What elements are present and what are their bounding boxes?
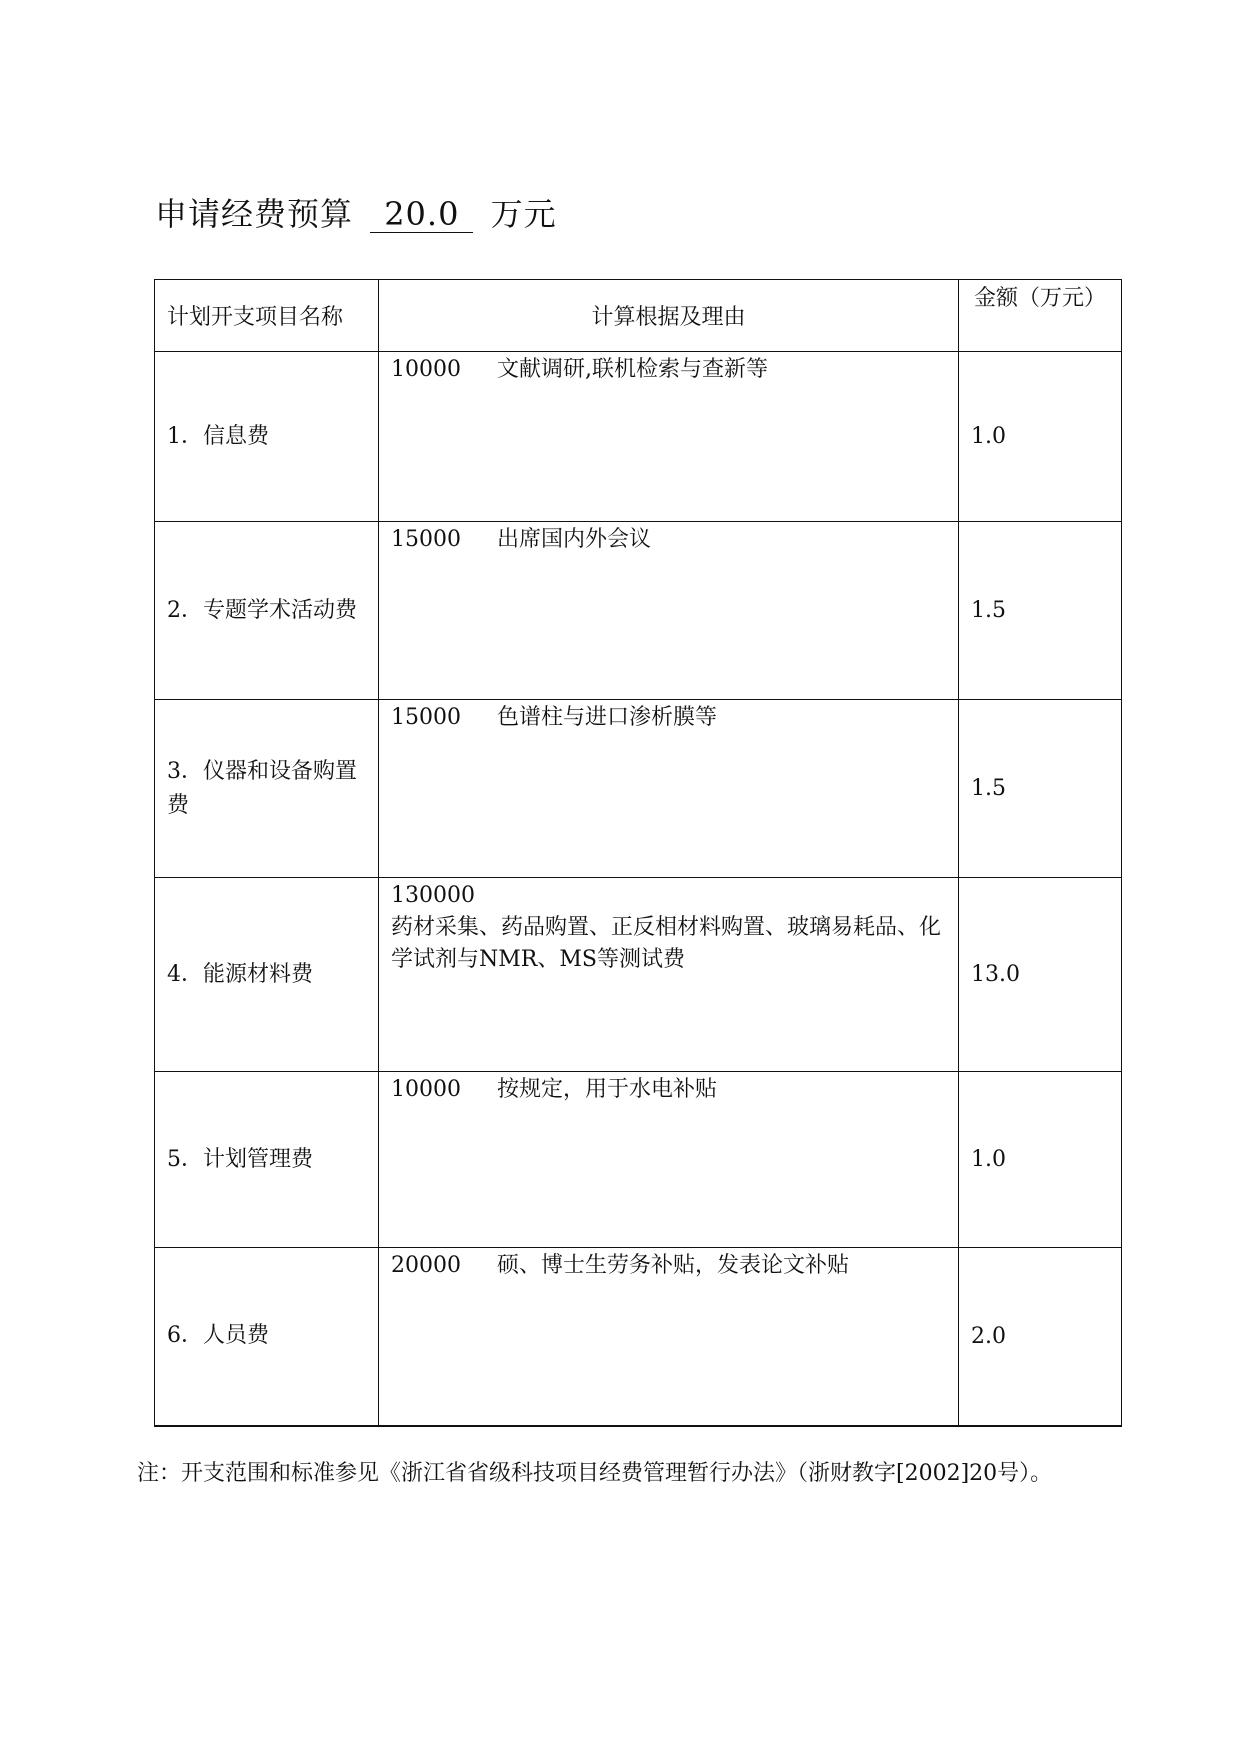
row-basis-reason: 按规定，用于水电补贴	[497, 1077, 718, 1102]
row-basis-amount: 130000	[391, 883, 475, 908]
row-amount: 2.0	[959, 1248, 1122, 1426]
table-row	[155, 878, 1122, 1072]
column-header-basis: 计算根据及理由	[379, 280, 959, 352]
row-amount: 13.0	[959, 878, 1122, 1072]
budget-title	[155, 190, 557, 238]
footnote: 注：开支范围和标准参见《浙江省省级科技项目经费管理暂行办法》（浙财教字[2002]20号）。	[137, 1461, 1053, 1486]
row-basis	[379, 700, 959, 878]
row-amount: 1.5	[959, 522, 1122, 700]
row-item-name: 3．仪器和设备购置费	[155, 700, 379, 878]
row-basis-amount: 20000	[391, 1253, 461, 1278]
budget-title-unit: 万元	[490, 195, 557, 233]
budget-title-prefix: 申请经费预算	[155, 195, 354, 233]
row-basis-amount: 15000	[391, 705, 461, 730]
row-amount: 1.5	[959, 700, 1122, 878]
row-basis-amount: 10000	[391, 1077, 461, 1102]
row-basis-reason: 色谱柱与进口渗析膜等	[497, 705, 718, 730]
row-amount: 1.0	[959, 352, 1122, 522]
row-item-name: 1．信息费	[155, 352, 379, 522]
row-basis-amount: 15000	[391, 527, 461, 552]
budget-table	[154, 279, 1122, 1427]
table-row	[155, 700, 1122, 878]
budget-total-amount: 20.0	[370, 196, 473, 233]
row-amount: 1.0	[959, 1072, 1122, 1248]
row-item-name: 4．能源材料费	[155, 878, 379, 1072]
column-header-amount: 金额（万元）	[959, 280, 1122, 352]
row-basis-reason: 文献调研,联机检索与查新等	[497, 357, 768, 382]
row-basis	[379, 352, 959, 522]
table-header-row	[155, 280, 1122, 352]
row-item-name: 5．计划管理费	[155, 1072, 379, 1248]
row-basis	[379, 878, 959, 1072]
row-item-name: 6．人员费	[155, 1248, 379, 1426]
row-basis	[379, 1072, 959, 1248]
row-item-name: 2．专题学术活动费	[155, 522, 379, 700]
table-row	[155, 522, 1122, 700]
table-row	[155, 1072, 1122, 1248]
table-row	[155, 352, 1122, 522]
row-basis-reason: 药材采集、药品购置、正反相材料购置、玻璃易耗品、化学试剂与NMR、MS等测试费	[391, 915, 942, 972]
row-basis-reason: 出席国内外会议	[497, 527, 652, 552]
column-header-item: 计划开支项目名称	[155, 280, 379, 352]
row-basis-reason: 硕、博士生劳务补贴，发表论文补贴	[497, 1253, 850, 1278]
row-basis-amount: 10000	[391, 357, 461, 382]
row-basis	[379, 1248, 959, 1426]
table-row	[155, 1248, 1122, 1426]
row-basis	[379, 522, 959, 700]
